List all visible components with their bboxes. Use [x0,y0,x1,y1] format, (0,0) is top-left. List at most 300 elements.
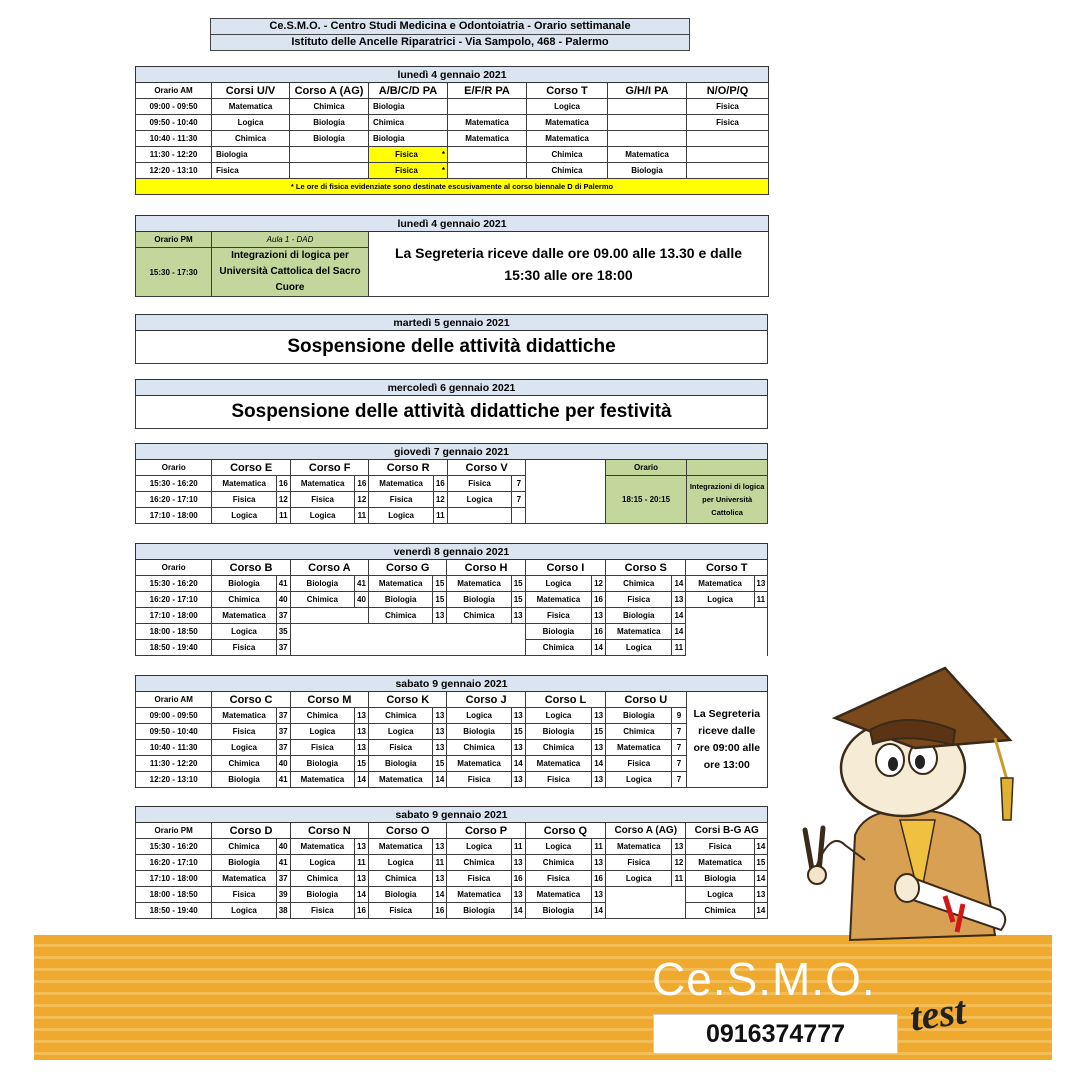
column-header: A/B/C/D PA [369,83,448,99]
room-number: 37 [276,740,290,756]
room-number: 41 [276,576,290,592]
room-number: 13 [592,855,606,871]
table-row [136,99,769,115]
room-number: 13 [354,871,368,887]
subject-cell: Fisica [212,163,290,179]
column-header: Corso T [686,560,768,576]
column-header: Corso D [212,823,290,839]
office-hours-notice: La Segreteria riceve dalle ore 09:00 alle ore 13:00 [686,692,767,788]
subject-cell [687,163,769,179]
subject-cell: Matematica [686,855,754,871]
subject-cell: Matematica [290,772,354,788]
subject-cell: Biologia [212,576,276,592]
header-line-2: Istituto delle Ancelle Riparatrici - Via Sampolo, 468 - Palermo [291,36,609,48]
room-number: 13 [433,839,447,855]
room-number [512,508,526,524]
side-period-label: Orario [605,460,686,476]
table-row [136,147,769,163]
room-number: 15 [433,576,447,592]
subject-cell [448,99,527,115]
room-number: 16 [276,476,290,492]
time-cell: 11:30 - 12:20 [136,147,212,163]
column-header: Corso T [527,83,608,99]
subject-cell: Biologia [525,624,591,640]
room-number: 11 [511,839,525,855]
room-number: 40 [276,592,290,608]
room-number: 41 [276,855,290,871]
time-cell: 09:00 - 09:50 [136,708,212,724]
subject-cell: Fisica [606,756,672,772]
time-cell: 15:30 - 16:20 [136,576,212,592]
room-number: 13 [754,576,767,592]
subject-cell: Chimica [525,740,591,756]
subject-cell: Chimica [212,592,276,608]
subject-cell: Fisica [687,115,769,131]
subject-cell: Matematica [447,756,511,772]
time-cell: 15:30 - 16:20 [136,476,212,492]
subject-cell: Biologia [525,903,591,919]
subject-cell: Fisica [525,772,591,788]
room-number: 11 [354,855,368,871]
subject-cell: Fisica [686,839,754,855]
period-label: Orario PM [136,232,212,248]
column-header: Corso J [447,692,525,708]
time-cell: 09:00 - 09:50 [136,99,212,115]
day-title: sabato 9 gennaio 2021 [136,807,768,823]
subject-cell [448,163,527,179]
room-number: 14 [754,839,767,855]
room-number: 13 [355,724,369,740]
subject-cell: Logica [527,99,608,115]
subject-cell: Matematica [212,608,276,624]
room-number: 37 [276,724,290,740]
asterisk-mark: * [441,150,445,159]
subject-cell: Biologia [606,708,672,724]
subject-cell: Fisica [447,772,511,788]
column-header: Corso S [606,560,686,576]
room-number: 14 [592,903,606,919]
subject-cell: Matematica [606,624,672,640]
subject-cell: Matematica [525,592,591,608]
room-number: 13 [511,740,525,756]
column-header: Corsi U/V [212,83,290,99]
room-number: 7 [512,476,526,492]
room-number: 14 [754,903,767,919]
subject-cell: Logica [212,624,276,640]
room-number: 39 [276,887,290,903]
column-header: Corso Q [525,823,605,839]
time-cell: 17:10 - 18:00 [136,608,212,624]
subject-cell: Matematica [290,476,354,492]
subject-cell: Fisica [687,99,769,115]
subject-cell: Fisica [212,724,276,740]
room-number: 14 [355,772,369,788]
subject-cell: Logica [369,508,433,524]
subject-cell: Biologia [212,147,290,163]
side-subject-cell: Integrazioni di logica per Università Cattolica [687,476,768,524]
subject-cell: Matematica [447,887,511,903]
holiday-notice: Sospensione delle attività didattiche per festività [136,396,768,429]
room-number: 15 [355,756,369,772]
subject-cell: Biologia [212,772,276,788]
room-number: 14 [354,887,368,903]
room-number: 16 [433,476,447,492]
room-number: 13 [433,871,447,887]
empty-cell [686,608,768,656]
table-row [136,708,768,724]
subject-cell: Matematica [527,131,608,147]
side-time-cell: 18:15 - 20:15 [605,476,686,524]
room-number: 16 [354,903,368,919]
column-header: Corso I [525,560,605,576]
subject-cell: Biologia [212,855,276,871]
subject-cell: Logica [525,839,591,855]
subject-cell: Biologia [686,871,754,887]
room-number: 13 [511,708,525,724]
room-number: 14 [672,624,686,640]
empty-cell [290,640,525,656]
time-cell: 18:50 - 19:40 [136,640,212,656]
room-number: 37 [276,608,290,624]
room-number: 11 [355,508,369,524]
day-title: lunedì 4 gennaio 2021 [136,216,769,232]
room-number: 15 [511,592,525,608]
monday-pm-table [135,215,769,297]
time-cell: 11:30 - 12:20 [136,756,212,772]
friday-table [135,543,768,656]
subject-cell: Matematica [447,576,511,592]
empty-cell [526,460,605,524]
subject-label: Fisica [395,166,418,175]
time-cell: 18:50 - 19:40 [136,903,212,919]
room-number: 14 [511,903,525,919]
subject-cell: Logica [369,855,433,871]
subject-cell: Matematica [369,772,433,788]
subject-cell: Fisica [369,903,433,919]
subject-cell: Chimica [527,147,608,163]
table-row [136,576,768,592]
column-header: Corso M [290,692,368,708]
column-header: Corso R [369,460,447,476]
subject-cell: Chimica [290,99,369,115]
room-number: 16 [592,592,606,608]
room-number: 13 [672,592,686,608]
room-number: 15 [754,855,767,871]
room-number: 11 [672,640,686,656]
table-row [136,855,768,871]
subject-cell: Logica [290,724,354,740]
room-number: 16 [592,624,606,640]
room-label: Aula 1 - DAD [212,232,369,248]
time-cell: 17:10 - 18:00 [136,871,212,887]
table-row [136,740,768,756]
subject-cell: Matematica [525,756,591,772]
room-number: 13 [511,855,525,871]
room-number: 12 [592,576,606,592]
room-number: 14 [433,887,447,903]
room-number: 11 [592,839,606,855]
subject-cell: Fisica [290,903,354,919]
subject-cell: Matematica [606,839,672,855]
time-cell: 16:20 - 17:10 [136,492,212,508]
subject-cell: Chimica [290,708,354,724]
column-header: Orario [136,460,212,476]
subject-cell: Logica [447,839,511,855]
column-header: Corsi B-G AG [686,823,768,839]
time-cell: 15:30 - 17:30 [136,248,212,297]
subject-cell: Biologia [369,756,433,772]
saturday-pm-table [135,806,768,919]
room-number: 13 [355,740,369,756]
room-number: 12 [276,492,290,508]
subject-cell: Logica [447,492,511,508]
subject-cell: Matematica [212,476,276,492]
subject-cell: Matematica [290,839,354,855]
room-number: 13 [672,839,686,855]
room-number: 14 [672,608,686,624]
room-number: 11 [276,508,290,524]
room-number: 14 [672,576,686,592]
room-number: 15 [433,756,447,772]
column-header: Corso G [369,560,447,576]
day-title: martedì 5 gennaio 2021 [136,315,768,331]
room-number: 13 [754,887,767,903]
room-number: 13 [433,724,447,740]
time-cell: 12:20 - 13:10 [136,163,212,179]
room-number: 40 [354,592,368,608]
room-number: 15 [592,724,606,740]
room-number: 13 [592,772,606,788]
phone-number: 0916374777 [653,1014,898,1054]
header-row [136,692,768,708]
subject-cell: Matematica [212,99,290,115]
room-number: 40 [276,839,290,855]
table-row [136,163,769,179]
subject-cell: Logica [686,887,754,903]
time-cell: 18:00 - 18:50 [136,887,212,903]
column-header: G/H/I PA [608,83,687,99]
subject-cell: Logica [212,508,276,524]
empty-cell [606,887,686,919]
room-number: 12 [672,855,686,871]
room-number: 41 [354,576,368,592]
subject-cell: Chimica [606,576,672,592]
subject-cell: Logica [525,708,591,724]
tuesday-table [135,314,768,364]
subject-cell: Fisica [525,608,591,624]
header-line-1: Ce.S.M.O. - Centro Studi Medicina e Odontoiatria - Orario settimanale [211,19,689,35]
room-number: 13 [592,740,606,756]
time-cell: 10:40 - 11:30 [136,131,212,147]
room-number: 7 [672,756,686,772]
subject-cell [687,131,769,147]
room-number: 13 [354,839,368,855]
column-header: Corso K [369,692,447,708]
room-number: 37 [276,871,290,887]
column-header: Corso N [290,823,368,839]
subject-cell: Chimica [606,724,672,740]
subject-cell: Chimica [212,839,276,855]
subject-cell: Matematica [212,708,276,724]
subject-cell [608,131,687,147]
column-header: Orario PM [136,823,212,839]
subject-cell: Logica [606,640,672,656]
monday-am-table [135,66,769,195]
subject-cell: Logica [212,115,290,131]
subject-cell: Logica [606,772,672,788]
room-number: 11 [433,508,447,524]
subject-cell: Fisica [212,887,276,903]
room-number: 15 [433,592,447,608]
subject-cell [290,147,369,163]
room-number: 13 [511,887,525,903]
subject-cell [687,147,769,163]
table-row [136,624,768,640]
column-header: Corso V [447,460,525,476]
time-cell: 18:00 - 18:50 [136,624,212,640]
subject-cell: Biologia [290,131,369,147]
header-row [136,83,769,99]
subject-cell: Biologia [369,99,448,115]
room-number: 16 [433,903,447,919]
room-number: 13 [592,887,606,903]
room-number: 38 [276,903,290,919]
subject-cell: Integrazioni di logica per Università Cattolica del Sacro Cuore [212,248,369,297]
table-row [136,756,768,772]
room-number: 40 [276,756,290,772]
room-number: 11 [433,855,447,871]
day-title: giovedì 7 gennaio 2021 [136,444,768,460]
subject-cell: Biologia [290,887,354,903]
time-cell: 10:40 - 11:30 [136,740,212,756]
day-title: lunedì 4 gennaio 2021 [136,67,769,83]
subject-cell: Logica [447,708,511,724]
subject-cell: Matematica [369,576,433,592]
column-header: Corso E [212,460,290,476]
subject-cell: Matematica [606,740,672,756]
subject-cell: Biologia [369,131,448,147]
room-number: 9 [672,708,686,724]
table-row [136,640,768,656]
subject-cell: Fisica [369,740,433,756]
column-header: Orario AM [136,83,212,99]
column-header: Corso O [369,823,447,839]
subject-cell: Chimica [212,131,290,147]
room-number: 37 [276,640,290,656]
subject-cell: Biologia [447,592,511,608]
wednesday-table [135,379,768,429]
subject-cell: Chimica [447,740,511,756]
column-header: Corso A (AG) [290,83,369,99]
subject-cell: Chimica [369,708,433,724]
subject-cell: Logica [686,592,754,608]
subject-cell: Fisica [447,871,511,887]
saturday-am-table [135,675,768,788]
subject-cell: Chimica [447,855,511,871]
subject-cell: Biologia [290,576,354,592]
room-number: 15 [511,576,525,592]
room-number: 7 [672,724,686,740]
table-row [136,608,768,624]
subject-cell: Biologia [608,163,687,179]
subject-cell: Fisica [525,871,591,887]
subject-cell: Chimica [527,163,608,179]
subject-cell: Chimica [212,756,276,772]
subject-cell: Chimica [369,608,433,624]
subject-cell: Chimica [290,871,354,887]
subject-cell: Logica [606,871,672,887]
subject-cell [608,99,687,115]
room-number: 16 [355,476,369,492]
column-header: N/O/P/Q [687,83,769,99]
subject-cell: Matematica [527,115,608,131]
column-header: Corso U [606,692,686,708]
time-cell: 09:50 - 10:40 [136,724,212,740]
time-cell: 17:10 - 18:00 [136,508,212,524]
subject-cell: Fisica [212,640,276,656]
room-number: 12 [433,492,447,508]
subject-label: Fisica [395,150,418,159]
day-title: venerdì 8 gennaio 2021 [136,544,768,560]
column-header: Corso L [525,692,605,708]
time-cell: 16:20 - 17:10 [136,855,212,871]
room-number: 13 [592,608,606,624]
room-number: 11 [672,871,686,887]
column-header: Orario [136,560,212,576]
time-cell: 16:20 - 17:10 [136,592,212,608]
time-cell: 15:30 - 16:20 [136,839,212,855]
subject-cell: Matematica [448,131,527,147]
subject-cell: Matematica [212,871,276,887]
subject-cell: Fisica [369,492,433,508]
subject-cell: Fisica [606,592,672,608]
empty-cell [687,460,768,476]
brand-logo-text: Ce.S.M.O. [652,953,876,1005]
room-number: 7 [672,740,686,756]
room-number: 14 [592,756,606,772]
subject-cell: Logica [369,724,433,740]
subject-cell: Logica [290,855,354,871]
subject-cell: Fisica [212,492,276,508]
subject-cell: Logica [525,576,591,592]
subject-cell: Biologia [606,608,672,624]
room-number: 11 [754,592,767,608]
subject-cell: Logica [212,903,276,919]
table-row [136,887,768,903]
table-row [136,772,768,788]
subject-cell: Fisica [606,855,672,871]
table-row [136,115,769,131]
table-row [136,476,768,492]
room-number: 16 [511,871,525,887]
room-number: 16 [592,871,606,887]
column-header: Corso P [447,823,525,839]
subject-cell: Logica [290,508,354,524]
column-header: Corso A [290,560,368,576]
subject-cell: Biologia [290,756,354,772]
highlight-note: * Le ore di fisica evidenziate sono destinate escusivamente al corso biennale D di Palermo [136,179,769,195]
column-header: Corso A (AG) [606,823,686,839]
room-number: 15 [511,724,525,740]
room-number: 13 [592,708,606,724]
highlighted-subject-cell [369,147,448,163]
subject-cell: Fisica [290,492,354,508]
subject-cell [290,163,369,179]
empty-cell [290,608,368,624]
room-number: 37 [276,708,290,724]
subject-cell: Fisica [290,740,354,756]
room-number: 13 [433,708,447,724]
